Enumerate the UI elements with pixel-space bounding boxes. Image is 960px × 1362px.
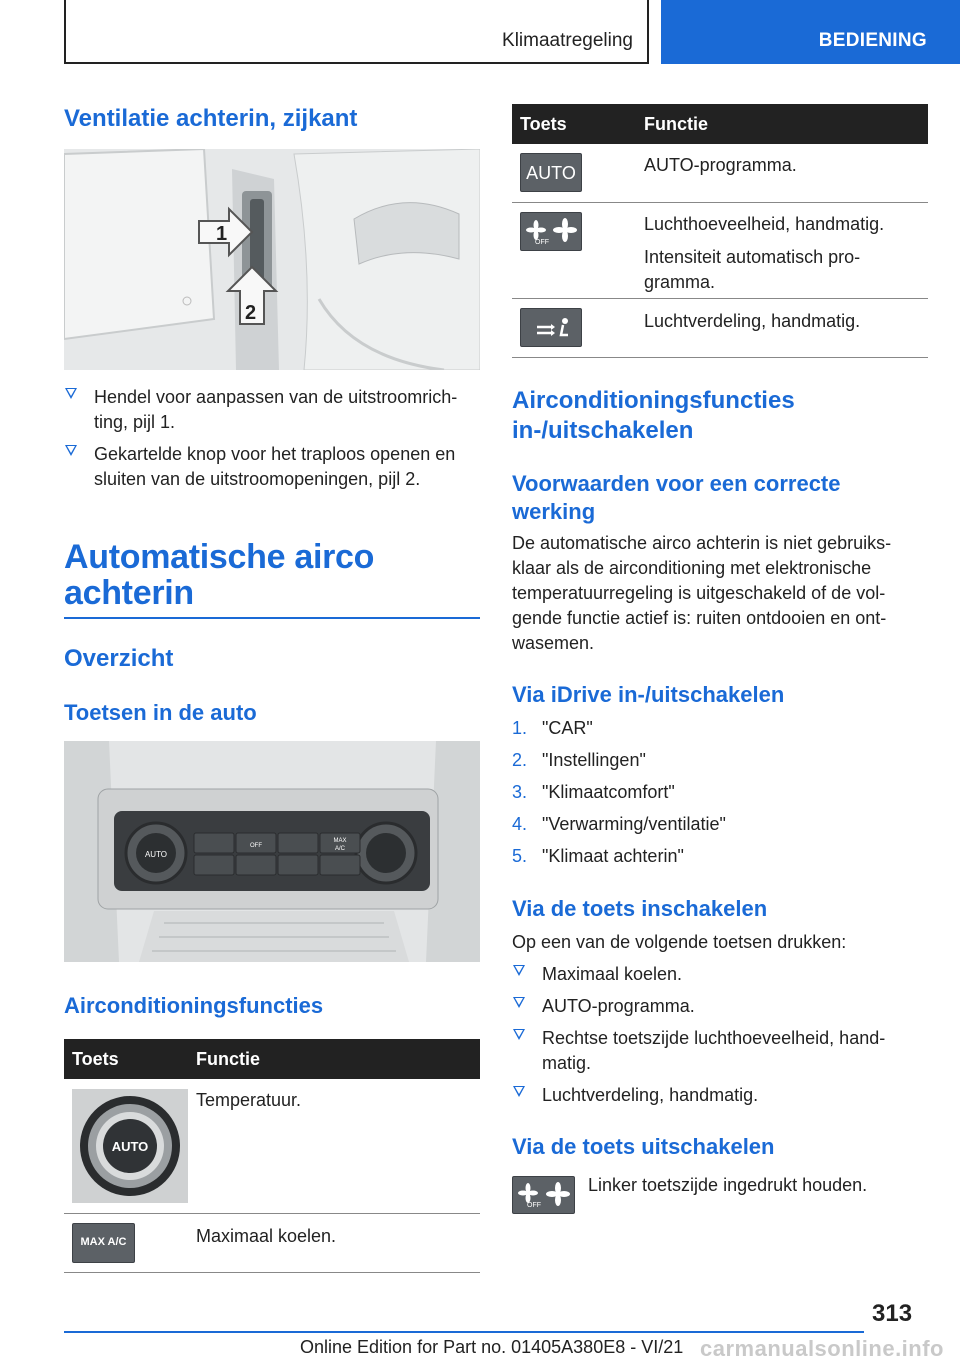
off-title: Via de toets uitschakelen xyxy=(512,1134,775,1159)
fan-off-button-icon: OFF xyxy=(520,212,582,251)
vent-illustration xyxy=(64,149,480,370)
vent-title: Ventilatie achterin, zijkant xyxy=(64,105,358,132)
buttons-title: Toetsen in de auto xyxy=(64,700,257,725)
list-item: Luchtverdeling, handmatig. xyxy=(512,1083,928,1108)
vent-photo xyxy=(64,149,480,370)
function-text: Maximaal koelen. xyxy=(196,1226,337,1246)
list-item: Maximaal koelen. xyxy=(512,962,928,987)
triangle-bullet-icon xyxy=(65,445,77,456)
list-item: Gekartelde knop voor het traploos openen en sluiten van de uitstroomopeningen, pijl 2. xyxy=(64,442,480,492)
triangle-bullet-icon xyxy=(65,388,77,399)
on-bullet-list xyxy=(512,962,928,1115)
table-row xyxy=(512,144,928,203)
temperature-knob-icon xyxy=(72,1089,188,1208)
console-illustration xyxy=(64,741,480,962)
footer-rule xyxy=(64,1331,864,1333)
page-number: 313 xyxy=(872,1300,913,1327)
function-text: AUTO-programma. xyxy=(644,155,797,175)
on-title: Via de toets inschakelen xyxy=(512,896,768,921)
list-item: 5. "Klimaat achterin" xyxy=(512,846,684,866)
vent-bullet-list xyxy=(64,385,480,499)
console-max-label: MAX xyxy=(333,838,347,844)
functions-title: Airconditioningsfuncties xyxy=(64,993,324,1018)
idrive-title: Via iDrive in-/uitschakelen xyxy=(512,682,785,707)
triangle-bullet-icon xyxy=(513,1086,525,1097)
watermark: carmanualsonline.info xyxy=(700,1336,944,1361)
table-row xyxy=(64,1079,480,1214)
arrow-2-label: 2 xyxy=(245,302,257,324)
title-rule xyxy=(64,617,480,619)
svg-text:AUTO: AUTO xyxy=(111,1139,149,1154)
max-ac-button-icon: MAX A/C xyxy=(72,1223,135,1263)
console-ac-label: A/C xyxy=(334,846,346,852)
table-header xyxy=(64,1039,480,1079)
footer-edition: Online Edition for Part no. 01405A380E8 - VI/21 xyxy=(300,1337,684,1357)
table-header-function: Functie xyxy=(196,1049,261,1069)
function-text: Luchthoeveelheid, handmatig. Intensiteit automatisch pro‐gramma. xyxy=(644,214,885,292)
table-header-key: Toets xyxy=(72,1049,119,1069)
overview-title: Overzicht xyxy=(64,645,174,672)
auto-button-icon: AUTO xyxy=(520,153,582,192)
list-item: 2. "Instellingen" xyxy=(512,750,646,770)
idrive-steps xyxy=(512,716,928,876)
right-functions-table xyxy=(512,104,928,358)
table-header-function: Functie xyxy=(644,114,709,134)
header-section-box xyxy=(64,0,649,64)
header-chapter-tab xyxy=(661,0,960,64)
triangle-bullet-icon xyxy=(513,1029,525,1040)
header-chapter-title: BEDIENING xyxy=(818,30,927,51)
table-header-key: Toets xyxy=(520,114,567,134)
triangle-bullet-icon xyxy=(513,965,525,976)
list-item: 4. "Verwarming/ventilatie" xyxy=(512,814,726,834)
air-distribution-button-icon xyxy=(520,308,582,347)
console-photo xyxy=(64,741,480,962)
arrow-1-label: 1 xyxy=(216,223,228,245)
table-row xyxy=(512,203,928,299)
list-item: Rechtse toetszijde luchthoeveelheid, hand‐matig. xyxy=(512,1026,928,1076)
on-text: Op een van de volgende toetsen drukken: xyxy=(512,932,847,952)
left-functions-table xyxy=(64,1039,480,1273)
table-row xyxy=(64,1214,480,1273)
triangle-bullet-icon xyxy=(513,997,525,1008)
console-auto-label: AUTO xyxy=(144,850,168,859)
list-item: AUTO-programma. xyxy=(512,994,928,1019)
table-row xyxy=(512,299,928,358)
list-item: Hendel voor aanpassen van de uitstroomrich‐ting, pijl 1. xyxy=(64,385,480,435)
conditions-text: De automatische airco achterin is niet gebruiks‐klaar als de airconditioning met elektronische temperatuurregeling is uitgeschakeld of de vol‐gende functie actief is: ruiten ontdooien en ont‐wasemen. xyxy=(512,533,892,653)
off-text: Linker toetszijde ingedrukt houden. xyxy=(588,1175,868,1195)
conditions-title: Voorwaarden voor een correcte werking xyxy=(512,471,841,524)
header-section-title: Klimaatregeling xyxy=(502,30,633,51)
function-text: Temperatuur. xyxy=(196,1090,302,1110)
table-header xyxy=(512,104,928,144)
fan-off-button-icon: OFF xyxy=(512,1176,575,1214)
list-item: 1. "CAR" xyxy=(512,718,593,738)
function-text: Luchtverdeling, handmatig. xyxy=(644,311,861,331)
onoff-title: Airconditioningsfuncties in-/uitschakelen xyxy=(512,387,795,444)
console-off-label: OFF xyxy=(250,843,262,849)
list-item: 3. "Klimaatcomfort" xyxy=(512,782,675,802)
main-title: Automatische airco achterin xyxy=(64,538,375,612)
